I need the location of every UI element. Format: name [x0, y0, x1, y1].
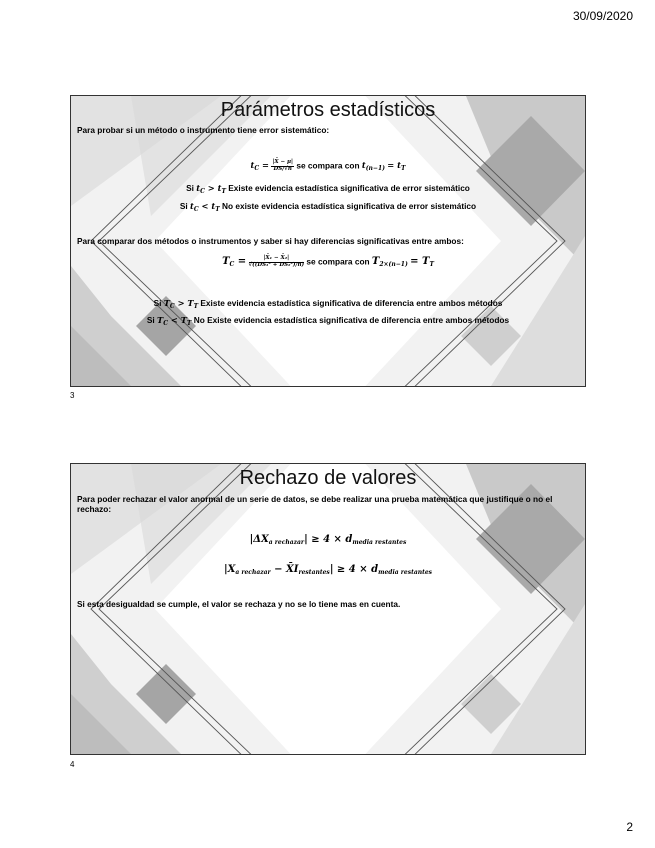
formula-2: [71, 564, 585, 576]
cond4-math: $T_C < T_T$: [157, 315, 192, 327]
Tc-formula: $T_C$ = $\frac{\text{|X̄₁ − X̄₂|}}{\text{√((DS₁² + DS₂²)/n)}}$ se compara con $T_{2\times(n-1)} = T_T$: [222, 255, 434, 269]
T-crit: T: [371, 256, 380, 268]
formula2-mid: − X̄I: [270, 564, 299, 575]
tc-formula: $t_C$ = $\frac{|X̄ - \mu|}{DS/√n}$ se compara con $t_{(n-1)} = t_T$: [250, 159, 406, 173]
slide-title: Rechazo de valores: [239, 467, 417, 489]
condition-2: [71, 201, 585, 213]
cond2-text: No existe evidencia estadística significativa de error sistemático: [222, 201, 477, 211]
condition-4: [71, 315, 585, 327]
tc-frac-num: |X̄ − μ|: [272, 159, 294, 165]
formula1-sub2: media restantes: [352, 539, 407, 546]
Tc-frac-num: |X̄₁ − X̄₂|: [249, 256, 305, 263]
equals-TT: = T: [410, 256, 430, 268]
cond4-prefix: Si: [146, 315, 155, 325]
cond3-math: $T_C > T_T$: [163, 298, 199, 310]
Tc-symbol: T: [222, 256, 230, 268]
condition-1: [71, 183, 585, 195]
conclusion-text: Si esta desigualdad se cumple, el valor se rechaza y no se lo tiene mas en cuenta.: [77, 599, 401, 609]
formula-1: [71, 534, 585, 546]
intro-text: Para probar si un método o instrumento tiene error sistemático:: [77, 125, 330, 135]
formula2-rest: | ≥ 4 × d: [329, 564, 379, 575]
cond1-text: Existe evidencia estadística significativa de error sistemático: [228, 183, 470, 193]
formula2-sub3: media restantes: [378, 569, 433, 576]
compare-text-2: se compara con: [306, 256, 370, 267]
formula2-sub: a rechazar: [235, 569, 271, 576]
cond3-text: Existe evidencia estadística significativa de diferencia entre ambos métodos: [200, 298, 503, 308]
compare-text: se compara con: [296, 160, 360, 171]
cond1-math: $t_C > t_T$: [196, 183, 226, 195]
tc-fraction: [271, 160, 294, 173]
slide-title: Parámetros estadísticos: [220, 99, 436, 121]
t-crit-sub: (n−1): [365, 165, 385, 173]
condition-3: [71, 298, 585, 310]
T-crit-sub: 2×(n−1): [379, 261, 408, 269]
cond2-prefix: Si: [179, 201, 188, 211]
slide-4: [70, 463, 586, 755]
cond2-math: $t_C < t_T$: [190, 201, 220, 213]
intro-text: Para poder rechazar el valor anormal de un serie de datos, se debe realizar una prueba matemática que justifique o no el rechazo:: [77, 494, 553, 514]
TT-sub: T: [429, 261, 434, 269]
t-crit: t: [361, 160, 366, 171]
slide-number-4: 4: [70, 760, 75, 769]
cond4-text: No Existe evidencia estadística significativa de diferencia entre ambos métodos: [193, 315, 510, 325]
header-date: 30/09/2020: [572, 9, 633, 23]
Tc-frac-den: √((DS₁² + DS₂²)/n): [248, 261, 305, 268]
slide-3: [70, 95, 586, 387]
page-number: 2: [626, 820, 633, 834]
formula2-sub2: restantes: [298, 569, 330, 576]
cond3-prefix: Si: [153, 298, 162, 308]
cond1-prefix: Si: [186, 183, 194, 193]
Tc-fraction: [249, 256, 305, 269]
intro-text-2: Para comparar dos métodos o instrumentos y saber si hay diferencias significativas entre ambos:: [77, 236, 464, 246]
formula1-sub: a rechazar: [268, 539, 305, 546]
formula1-a: |ΔX: [249, 534, 269, 545]
formula1-rest: | ≥ 4 × d: [304, 534, 353, 545]
formula2-a: |X: [223, 564, 236, 575]
slide-number-3: 3: [70, 391, 75, 400]
tt-sub: T: [400, 165, 406, 173]
equals-tt: = t: [387, 160, 401, 171]
tc-frac-den: DS/√n: [273, 165, 292, 172]
Tc-sub: C: [229, 261, 235, 269]
tc-symbol: t: [250, 160, 255, 171]
tc-sub: C: [254, 165, 260, 173]
